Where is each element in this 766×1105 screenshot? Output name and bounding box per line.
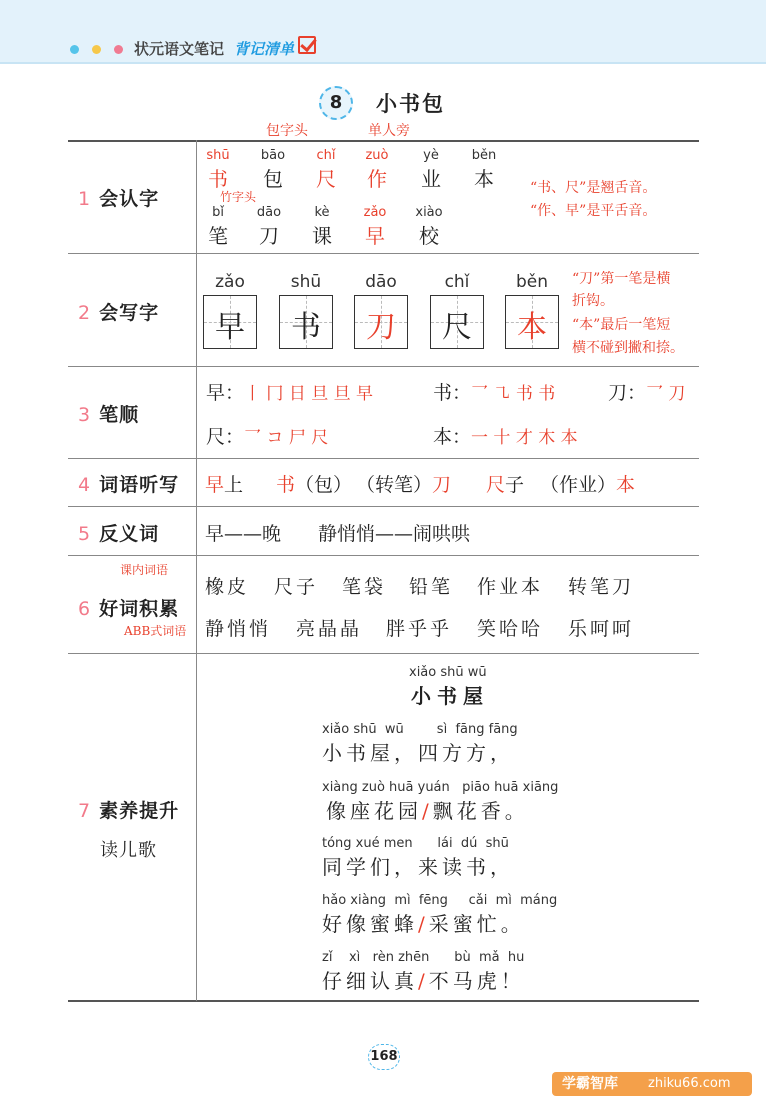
- word-item: 转笔刀: [568, 576, 635, 598]
- brand-title: 状元语文笔记: [134, 40, 225, 58]
- poem-line: 像座花园/飘花香。: [326, 799, 529, 823]
- writing-grid: 刀: [354, 295, 408, 349]
- word-item: 铅笔: [409, 576, 454, 598]
- word-item: 笔袋: [342, 576, 387, 598]
- lesson-number: 8: [319, 86, 353, 120]
- dot-3-icon: [114, 45, 123, 54]
- row-divider: [68, 506, 699, 507]
- poem-pinyin: xiǎo shū wū sì fāng fāng: [322, 722, 518, 737]
- table-top-rule: [68, 140, 699, 142]
- annotation-bao-radical: 包字头: [266, 123, 308, 139]
- row-divider: [68, 653, 699, 654]
- row-label-dictation: 4 词语听写: [78, 474, 180, 496]
- write-pinyin: zǎo: [215, 272, 245, 292]
- poem-pinyin: zǐ xì rèn zhēn bù mǎ hu: [322, 950, 525, 965]
- annotation-abb: ABB式词语: [124, 624, 187, 638]
- header-bar: [0, 0, 766, 64]
- word-item: 笑哈哈: [477, 618, 544, 640]
- dictation-item: 书（包）: [276, 474, 353, 496]
- stroke-zao: 早：丨 冂 日 旦 旦 早: [206, 382, 374, 404]
- writing-grid: 早: [203, 295, 257, 349]
- lesson-title: 小书包: [376, 91, 445, 116]
- annotation-flat: “作、早”是平舌音。: [530, 203, 657, 219]
- poem-pinyin: tóng xué men lái dú shū: [322, 836, 509, 851]
- recognize-item: zuò 作: [365, 148, 389, 191]
- poem-title-pinyin: xiǎo shū wū: [409, 665, 487, 680]
- stroke-shu: 书：乛 ㇈ 书 书: [433, 382, 556, 404]
- row-label-words: 6 好词积累: [78, 598, 180, 620]
- recognize-item: yè 业: [421, 148, 441, 191]
- column-divider: [196, 140, 197, 1001]
- annotation-dao-note-1: “刀”第一笔是横: [572, 271, 671, 287]
- row-label-stroke: 3 笔顺: [78, 404, 140, 426]
- dot-2-icon: [92, 45, 101, 54]
- pause-mark: /: [418, 912, 429, 936]
- antonym-2: 静悄悄——闹哄哄: [318, 523, 471, 545]
- page-number: 168: [368, 1044, 400, 1070]
- pause-mark: /: [418, 969, 429, 993]
- recognize-item: chǐ 尺: [316, 148, 336, 191]
- poem-line: 小书屋，四方方，: [322, 741, 514, 765]
- dictation-item: 早上: [205, 474, 244, 496]
- poem-title: 小书屋: [411, 684, 489, 708]
- recognize-item: xiào 校: [415, 205, 443, 248]
- row-label-antonym: 5 反义词: [78, 523, 160, 545]
- table-bottom-rule: [68, 1000, 699, 1002]
- stroke-chi: 尺：乛 コ 尸 尺: [206, 426, 329, 448]
- annotation-ben-note-2: 横不碰到撇和捺。: [572, 340, 684, 356]
- annotation-dao-note-2: 折钩。: [572, 293, 614, 309]
- writing-grid: 本: [505, 295, 559, 349]
- recognize-item: bǐ 笔: [208, 205, 228, 248]
- row-label-recognize: 1 会认字: [78, 188, 160, 210]
- stroke-ben: 本：一 十 才 木 本: [433, 426, 578, 448]
- word-item: 尺子: [274, 576, 319, 598]
- annotation-ben-note-1: “本”最后一笔短: [572, 317, 671, 333]
- annotation-ci-in-text: 课内词语: [120, 563, 169, 577]
- dictation-item: 尺子: [486, 474, 525, 496]
- annotation-retroflex: “书、尺”是翘舌音。: [530, 180, 657, 196]
- recognize-item: běn 本: [471, 148, 497, 191]
- recognize-item: dāo 刀: [256, 205, 282, 248]
- pause-mark: /: [422, 799, 433, 823]
- annotation-zhu-radical: 竹字头: [220, 190, 257, 204]
- writing-grid: 书: [279, 295, 333, 349]
- stroke-dao: 刀：乛 刀: [608, 382, 686, 404]
- poem-line: 好像蜜蜂/采蜜忙。: [322, 912, 525, 936]
- row-divider: [68, 555, 699, 556]
- write-pinyin: shū: [290, 272, 322, 292]
- row-divider: [68, 253, 699, 254]
- recognize-item: shū 书: [206, 148, 230, 191]
- poem-pinyin: hǎo xiàng mì fēng cǎi mì máng: [322, 893, 558, 908]
- recognize-item: bāo 包: [260, 148, 286, 191]
- watermark-url: zhiku66.com: [648, 1076, 731, 1091]
- dot-1-icon: [70, 45, 79, 54]
- annotation-ren-radical: 单人旁: [368, 123, 410, 139]
- check-icon: [298, 36, 316, 54]
- row-sublabel-poem: 读儿歌: [100, 840, 157, 861]
- write-pinyin: běn: [515, 272, 549, 292]
- dictation-item: （转笔）刀: [356, 474, 452, 496]
- write-pinyin: dāo: [365, 272, 397, 292]
- recognize-item: kè 课: [312, 205, 332, 248]
- row-divider: [68, 366, 699, 367]
- word-item: 橡皮: [205, 576, 250, 598]
- antonym-1: 早——晚: [205, 523, 282, 545]
- poem-line: 仔细认真/不马虎！: [322, 969, 525, 993]
- poem-line: 同学们，来读书，: [322, 855, 514, 879]
- write-pinyin: chǐ: [444, 272, 470, 292]
- writing-grid: 尺: [430, 295, 484, 349]
- brand-subtitle: 背记清单: [234, 40, 295, 58]
- row-label-write: 2 会写字: [78, 302, 160, 324]
- word-item: 乐呵呵: [568, 618, 635, 640]
- word-item: 胖乎乎: [386, 618, 453, 640]
- poem-pinyin: xiàng zuò huā yuán piāo huā xiāng: [322, 780, 559, 795]
- row-divider: [68, 458, 699, 459]
- word-item: 静悄悄: [205, 618, 272, 640]
- recognize-item: zǎo 早: [363, 205, 387, 248]
- dictation-item: （作业）本: [540, 474, 636, 496]
- word-item: 亮晶晶: [296, 618, 363, 640]
- row-label-literacy: 7 素养提升: [78, 800, 180, 822]
- word-item: 作业本: [477, 576, 544, 598]
- watermark-badge: 学霸智库: [552, 1072, 752, 1096]
